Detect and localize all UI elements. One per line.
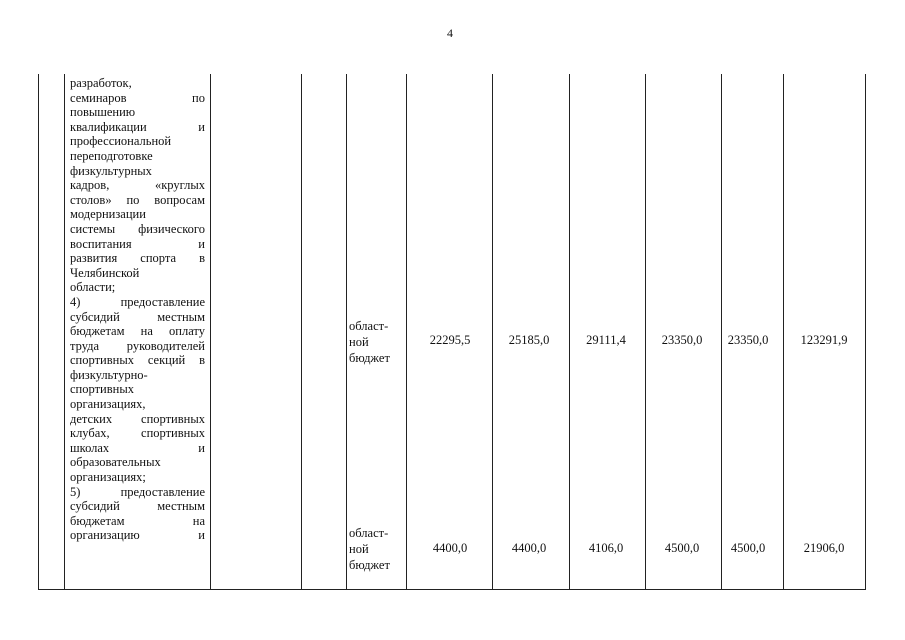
description-line: организациях; xyxy=(70,470,146,485)
value-cell: 4400,0 xyxy=(432,541,468,555)
funding-source-row-4 xyxy=(349,318,409,366)
description-line: труда руководителей xyxy=(70,338,205,353)
funding-source-line: област- xyxy=(349,319,389,333)
description-line: 5) предоставление xyxy=(70,484,205,499)
description-line: организацию и xyxy=(70,528,205,543)
description-line: развития спорта в xyxy=(70,251,205,266)
funding-source-line: бюджет xyxy=(349,558,390,572)
total-cell: 123291,9 xyxy=(800,333,848,347)
description-line: квалификации и xyxy=(70,119,205,134)
column-divider xyxy=(569,74,570,589)
description-line: организациях, xyxy=(70,397,146,412)
description-line: столов» по вопросам xyxy=(70,192,205,207)
description-line: детских спортивных xyxy=(70,411,205,426)
description-line: субсидий местным xyxy=(70,499,205,514)
description-line: бюджетам на оплату xyxy=(70,324,205,339)
description-line: профессиональной xyxy=(70,134,172,149)
description-line: 4) предоставление xyxy=(70,294,205,309)
description-line: спортивных xyxy=(70,382,134,397)
description-line: спортивных секций в xyxy=(70,353,205,368)
description-line: переподготовке xyxy=(70,148,153,163)
value-cell: 25185,0 xyxy=(508,333,550,347)
description-line: Челябинской xyxy=(70,265,140,280)
column-divider xyxy=(721,74,722,589)
value-cell: 29111,4 xyxy=(586,333,626,347)
value-cell: 4106,0 xyxy=(588,541,624,555)
activity-description xyxy=(70,76,205,543)
description-line: физкультурных xyxy=(70,163,152,178)
description-line: субсидий местным xyxy=(70,309,205,324)
description-line: бюджетам на xyxy=(70,513,205,528)
description-line: воспитания и xyxy=(70,236,205,251)
column-divider xyxy=(64,74,65,589)
description-line: области; xyxy=(70,280,116,295)
value-cell: 4400,0 xyxy=(511,541,547,555)
funding-source-line: ной xyxy=(349,542,369,556)
funding-source-line: бюджет xyxy=(349,351,390,365)
description-line: модернизации xyxy=(70,207,146,222)
column-divider xyxy=(645,74,646,589)
description-line: повышению xyxy=(70,105,136,120)
column-divider xyxy=(301,74,302,589)
column-divider xyxy=(210,74,211,589)
column-divider xyxy=(783,74,784,589)
funding-source-line: ной xyxy=(349,335,369,349)
total-cell: 21906,0 xyxy=(803,541,845,555)
value-cell: 22295,5 xyxy=(429,333,471,347)
description-line: кадров, «круглых xyxy=(70,178,205,193)
funding-source-line: област- xyxy=(349,526,389,540)
value-cell: 4500,0 xyxy=(664,541,700,555)
value-cell: 23350,0 xyxy=(727,333,769,347)
column-divider xyxy=(346,74,347,589)
description-line: образовательных xyxy=(70,455,161,470)
funding-source-row-5 xyxy=(349,525,409,573)
page-number: 4 xyxy=(447,26,453,40)
description-line: физкультурно- xyxy=(70,367,148,382)
description-line: разработок, xyxy=(70,76,132,90)
value-cell: 4500,0 xyxy=(730,541,766,555)
column-divider xyxy=(492,74,493,589)
description-line: клубах, спортивных xyxy=(70,426,205,441)
description-line: системы физического xyxy=(70,221,205,236)
description-line: семинаров по xyxy=(70,90,205,105)
value-cell: 23350,0 xyxy=(661,333,703,347)
description-line: школах и xyxy=(70,440,205,455)
